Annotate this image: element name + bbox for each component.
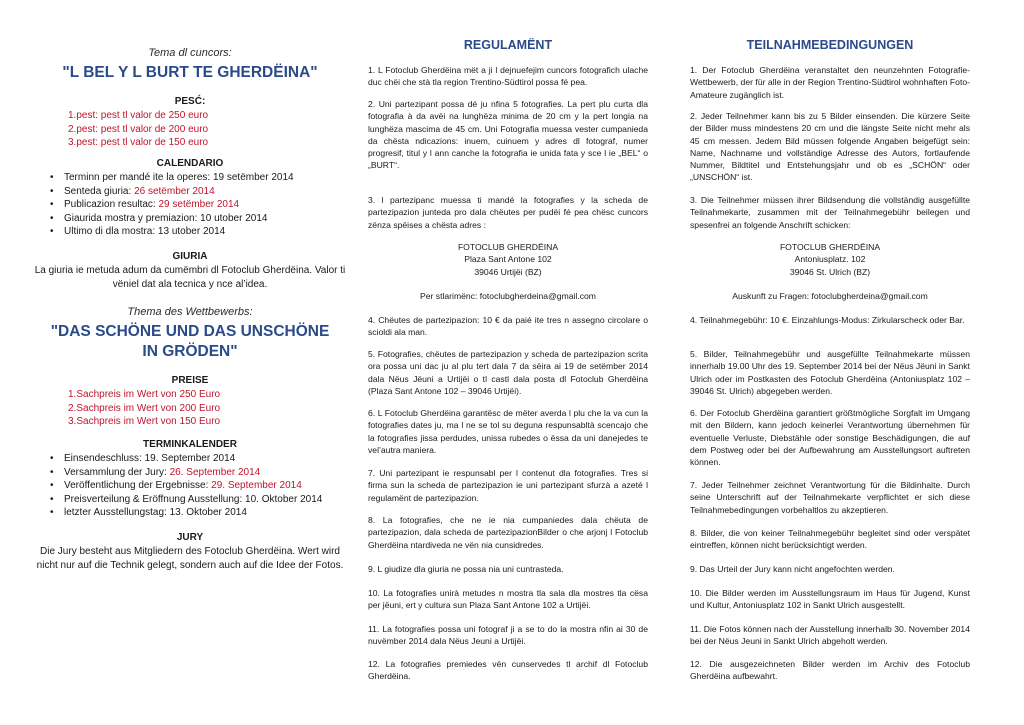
calendar-heading-german: TERMINKALENDER: [143, 439, 237, 450]
calendar-item: • Veröffentlichung der Ergebnisse: 29. September 2014: [50, 479, 350, 493]
rules-german-column: [690, 0, 970, 725]
rules-heading-ladin: REGULAMËNT: [463, 38, 553, 52]
theme-intro-german: Thema des Wettbewerbs:: [127, 306, 253, 318]
rule-paragraph: 9. Das Urteil der Jury kann nicht angefochten werden.: [690, 564, 895, 574]
rule-paragraph: 1. Der Fotoclub Gherdëina veranstaltet den neunzehnten Fotografie-Wettbewerb, der für alle in der Region Trentino-Südtirol wohnhaften Foto-Amateure zugänglich ist.: [690, 65, 970, 100]
prizes-heading-german: PREISE: [171, 375, 209, 386]
calendar-item: • Ultimo di dla mostra: 13 utober 2014: [50, 225, 350, 239]
rule-paragraph: 3. Die Teilnehmer müssen ihrer Bildsendung die vollständig ausgefüllte Teilnahmekarte, zusammen mit der Teilnahmegebühr beilegen und spesenfrei an folgende Anschrift schicken:: [690, 195, 970, 230]
jury-text-ladin: La giuria ie metuda adum da cumëmbri dl Fotoclub Gherdëina. Valor ti vëniel dat ala tecnica y nce al’idea.: [34, 265, 346, 290]
rule-paragraph: 12. La fotografies premiedes vën cunservedes tl archif dl Fotoclub Gherdëina.: [368, 659, 648, 682]
club-address: FOTOCLUB GHERDËINA Antoniusplatz. 102 39046 St. Ulrich (BZ): [779, 242, 881, 277]
rule-paragraph: 6. L Fotoclub Gherdëina garantësc de mëter averda l plu che la va cun la fotografies dates ju, ma l ne se tol su deguna respunsabltà scencajo che la fotografies jissa perdudes, unissa rubedes o ëssa da uni danejedes te vel’autra maniera.: [368, 408, 648, 455]
title-german: "DAS SCHÖNE UND DAS UNSCHÖNE IN GRÖDEN": [50, 323, 330, 360]
prize-item: 1.pest: pest tl valor de 250 euro: [68, 110, 209, 121]
rule-paragraph: 1. L Fotoclub Gherdëina mët a ji l dejnuefejim cuncors fotografich ulache duc chëi che stà tla region Trentino-Südtirol possa fé pea.: [368, 65, 648, 88]
calendar-item: • Terminn per mandé ite la operes: 19 setëmber 2014: [50, 171, 350, 185]
rule-paragraph: 2. Uni partezipant possa dé ju nfina 5 fotografies. La pert plu curta dla fotografia à da avëi na lunghëza minima de 20 cm y la pert longia na lunghëza mascima de 45 cm. Uni Fotografia muessa vester cumpanieda da chësta ndicazions: inuem, cuinuem y adres dl fotograf, numer progresif, titul y l ann canche la fotografia ie unida fata y sce l ie „BEL“ o „BURT“.: [368, 99, 648, 171]
contact-email: Auskunft zu Fragen: fotoclubgherdeina@gmail.com: [732, 291, 928, 301]
jury-heading-german: JURY: [176, 532, 204, 543]
calendar-item: • Senteda giuria: 26 setëmber 2014: [50, 185, 350, 199]
calendar-list-german: [30, 452, 350, 520]
jury-heading-ladin: GIURIA: [172, 251, 208, 262]
jury-text-german: Die Jury besteht aus Mitgliedern des Fotoclub Gherdëina. Wert wird nicht nur auf die Technik gelegt, sondern auch auf die Idee der Fotos.: [36, 546, 344, 571]
rules-ladin-column: [368, 0, 648, 725]
prize-item: 2.pest: pest tl valor de 200 euro: [68, 123, 209, 135]
rule-paragraph: 3. l partezipanc muessa ti mandé la fotografies y la scheda de partezipazion junteda pro dala chëutes per pudëi fé pea chësc cuncors zënza spëises a chësta adres :: [368, 195, 648, 230]
rule-paragraph: 4. Teilnahmegebühr: 10 €. Einzahlungs-Modus: Zirkularscheck oder Bar.: [690, 315, 965, 325]
calendar-item: • Einsendeschluss: 19. September 2014: [50, 452, 350, 466]
calendar-item: • letzter Ausstellungstag: 13. Oktober 2014: [50, 506, 350, 520]
rule-paragraph: 10. La fotografies unirà metudes n mostra tla sala dla mostres tla cësa per jëuni, ert y cultura sun Plaza Sant Antone 102 a Urtijëi.: [368, 588, 648, 611]
rule-paragraph: 12. Die ausgezeichneten Bilder werden im Archiv des Fotoclub Gherdëina aufbewahrt.: [690, 659, 970, 682]
theme-intro-ladin: Tema dl cuncors:: [148, 47, 232, 59]
rule-paragraph: 11. La fotografies possa uni fotograf ji a se to do la mostra nfin ai 30 de nuvëmber 2014 dala Nëus Jeuni a Urtijëi.: [368, 624, 648, 647]
rule-paragraph: 7. Uni partezipant ie respunsabl per l contenut dla fotografies. Tres si firma sun la scheda de partezipazion ie uni partezipant sfurzà a azeté l regulamënt de partezipazion.: [368, 468, 648, 503]
calendar-list-ladin: [30, 171, 350, 239]
prize-item: 2.Sachpreis im Wert von 200 Euro: [68, 402, 221, 414]
rule-paragraph: 11. Die Fotos können nach der Ausstellung innerhalb 30. November 2014 bei der Nëus Jeuni in Sankt Ulrich abgeholt werden.: [690, 624, 970, 647]
title-ladin: "L BEL Y L BURT TE GHERDËINA": [62, 64, 318, 81]
calendar-item: • Publicazion resultac: 29 setëmber 2014: [50, 198, 350, 212]
rule-paragraph: 5. Bilder, Teilnahmegebühr und ausgefüllte Teilnahmekarte müssen innerhalb 19.00 Uhr des 19. September 2014 bei der Nëus Jëuni in Sankt Ulrich oder im Postkasten des Fotoclub Gherdëina (Antoniusplatz 102 – 39046 St. Ulrich) abgegeben werden.: [690, 349, 970, 396]
calendar-heading-ladin: CALENDARIO: [156, 158, 224, 169]
rule-paragraph: 5. Fotografies, chëutes de partezipazion y scheda de partezipazion scrita ora possa uni dac ju al plu tert dala 7 da sëira ai 19 de setëmber 2014 dala Nëus Jëuni a Urtijëi o tl castl dala posta dl Fotoclub Gherdëina (Plaza Sant Antone 102 – 39046 Urtijëi).: [368, 349, 648, 396]
rule-paragraph: 9. L giudize dla giuria ne possa nia uni cuntrasteda.: [368, 564, 564, 574]
prize-item: 1.Sachpreis im Wert von 250 Euro: [68, 389, 221, 400]
calendar-item: • Giaurida mostra y premiazion: 10 utober 2014: [50, 212, 350, 226]
rule-paragraph: 10. Die Bilder werden im Ausstellungsraum im Haus für Jugend, Kunst und Kultur, Antoniusplatz 102 in Sankt Ulrich ausgestellt.: [690, 588, 970, 611]
contact-email: Per stlarimënc: fotoclubgherdeina@gmail.com: [420, 291, 596, 301]
rule-paragraph: 2. Jeder Teilnehmer kann bis zu 5 Bilder einsenden. Die kürzere Seite der Bilder muss mindestens 20 cm und die längste Seite nicht mehr als 45 cm messen. Jedem Bild müssen folgende Angaben beigefügt sein: Name, Nachname und vollständige Adresse des Autors, fortlaufende Nummer, Bildtitel und Entstehungsjahr und ob es „SCHÖN“ oder „UNSCHÖN“ ist.: [690, 111, 970, 183]
rule-paragraph: 8. Bilder, die von keiner Teilnahmegebühr begleitet sind oder verspätet eintreffen, können nicht berücksichtigt werden.: [690, 528, 970, 551]
prizes-heading-ladin: PESĆ:: [174, 96, 206, 107]
rule-paragraph: 4. Chëutes de partezipazion: 10 € da paié ite tres n assegno circolare o scioldi ala man.: [368, 315, 648, 338]
prizes-list-german: [30, 388, 350, 429]
rule-paragraph: 8. La fotografies, che ne ie nia cumpaniedes dala chëuta de partezipazion, dala scheda de partezipazionBilder o che arjonj l Fotoclub Gherdëina ntardiveda ne vën nia cunsidredes.: [368, 515, 648, 550]
rule-paragraph: 7. Jeder Teilnehmer zeichnet Verantwortung für die Bildinhalte. Durch seine Unterschrift auf der Teilnahmekarte verpflichtet er sich diese Teilnahmebedingungen vorbehaltlos zu akzeptieren.: [690, 480, 970, 515]
prizes-list-ladin: [30, 109, 350, 150]
club-address: FOTOCLUB GHERDËINA Plaza Sant Antone 102 39046 Urtijëi (BZ): [457, 242, 559, 277]
calendar-item: • Preisverteilung & Eröffnung Ausstellung: 10. Oktober 2014: [50, 493, 350, 507]
rules-heading-german: TEILNAHMEBEDINGUNGEN: [746, 38, 914, 52]
rule-paragraph: 6. Der Fotoclub Gherdëina garantiert größtmögliche Sorgfalt im Umgang mit den Bildern, kann jedoch keinerlei Verantwortung übernehmen für eventuelle Verluste, Diebstähle oder sonstige Beschädigungen, die auf dem Postweg oder bei der Aufbewahrung am Ausstellungsort auftreten können.: [690, 408, 970, 468]
prize-item: 3.Sachpreis im Wert von 150 Euro: [68, 416, 221, 427]
calendar-item: • Versammlung der Jury: 26. September 2014: [50, 466, 350, 480]
prize-item: 3.pest: pest tl valor de 150 euro: [68, 137, 209, 148]
